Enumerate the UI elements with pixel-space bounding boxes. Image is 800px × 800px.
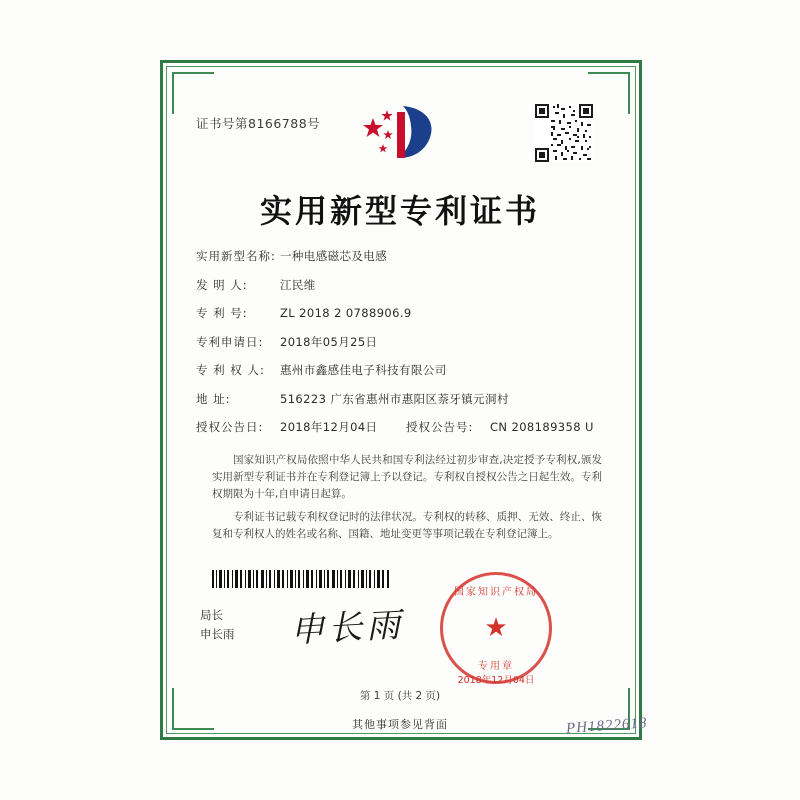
seal-text-bottom: 专用章 (478, 661, 514, 672)
certificate-number: 证书号第8166788号 (196, 116, 321, 131)
field-label: 地 址: (196, 391, 231, 406)
director-label-line1: 局长 (200, 608, 223, 622)
field-label: 专 利 权 人: (196, 363, 265, 377)
footer-note: 其他事项参见背面 (352, 718, 448, 731)
field-row-patentee (196, 362, 616, 378)
page-title: 实用新型专利证书 (259, 192, 540, 230)
field-row-address (196, 391, 616, 407)
seal-text-top: 国家知识产权局 (454, 587, 538, 598)
qr-code (535, 104, 593, 162)
corner-ornament-top-right (588, 72, 630, 114)
field-label-grant-number: 授权公告号: (406, 420, 474, 434)
director-label (200, 606, 235, 644)
field-row-application-date (196, 334, 616, 350)
official-seal (440, 572, 552, 684)
seal-star-icon: ★ (484, 613, 508, 642)
barcode (212, 570, 390, 588)
field-value: 516223 广东省惠州市惠阳区萘牙镇元洞村 (280, 391, 509, 406)
handwritten-code: PH1822618 (565, 715, 648, 737)
field-label: 发 明 人: (196, 277, 248, 292)
field-row-name (196, 248, 616, 264)
body-text (212, 452, 602, 549)
field-value: 江民维 (280, 277, 316, 292)
field-value: 一种电感磁芯及电感 (280, 249, 388, 263)
field-row-inventor (196, 277, 616, 293)
field-value-grant-number: CN 208189358 U (490, 420, 594, 434)
field-value: 2018年05月25日 (280, 334, 378, 349)
seal-date: 2018年12月04日 (457, 675, 535, 686)
director-signature: 申长雨 (289, 607, 406, 650)
field-label-grant-date: 授权公告日: (196, 420, 264, 434)
corner-ornament-top-left (172, 72, 214, 114)
field-row-grant (196, 419, 616, 435)
field-label: 实用新型名称: (196, 249, 276, 263)
field-value-grant-date: 2018年12月04日 (280, 420, 378, 434)
body-paragraph-2: 专利证书记载专利权登记时的法律状况。专利权的转移、质押、无效、终止、恢复和专利权人的姓名或名称、国籍、地址变更等事项记载在专利登记簿上。 (212, 511, 602, 540)
director-label-line2: 申长雨 (200, 627, 235, 641)
patent-emblem-icon (355, 100, 447, 162)
page-number: 第 1 页 (共 2 页) (359, 690, 441, 702)
field-value: 惠州市鑫感佳电子科技有限公司 (280, 363, 447, 377)
field-row-patent-number (196, 305, 616, 321)
field-value: ZL 2018 2 0788906.9 (280, 306, 412, 320)
field-list (196, 248, 616, 448)
field-label: 专利申请日: (196, 334, 264, 349)
body-paragraph-1: 国家知识产权局依照中华人民共和国专利法经过初步审查,决定授予专利权,颁发实用新型专利证书并在专利登记簿上予以登记。专利权自授权公告之日起生效。专利权期限为十年,自申请日起算。 (212, 454, 602, 500)
field-label: 专 利 号: (196, 306, 248, 320)
